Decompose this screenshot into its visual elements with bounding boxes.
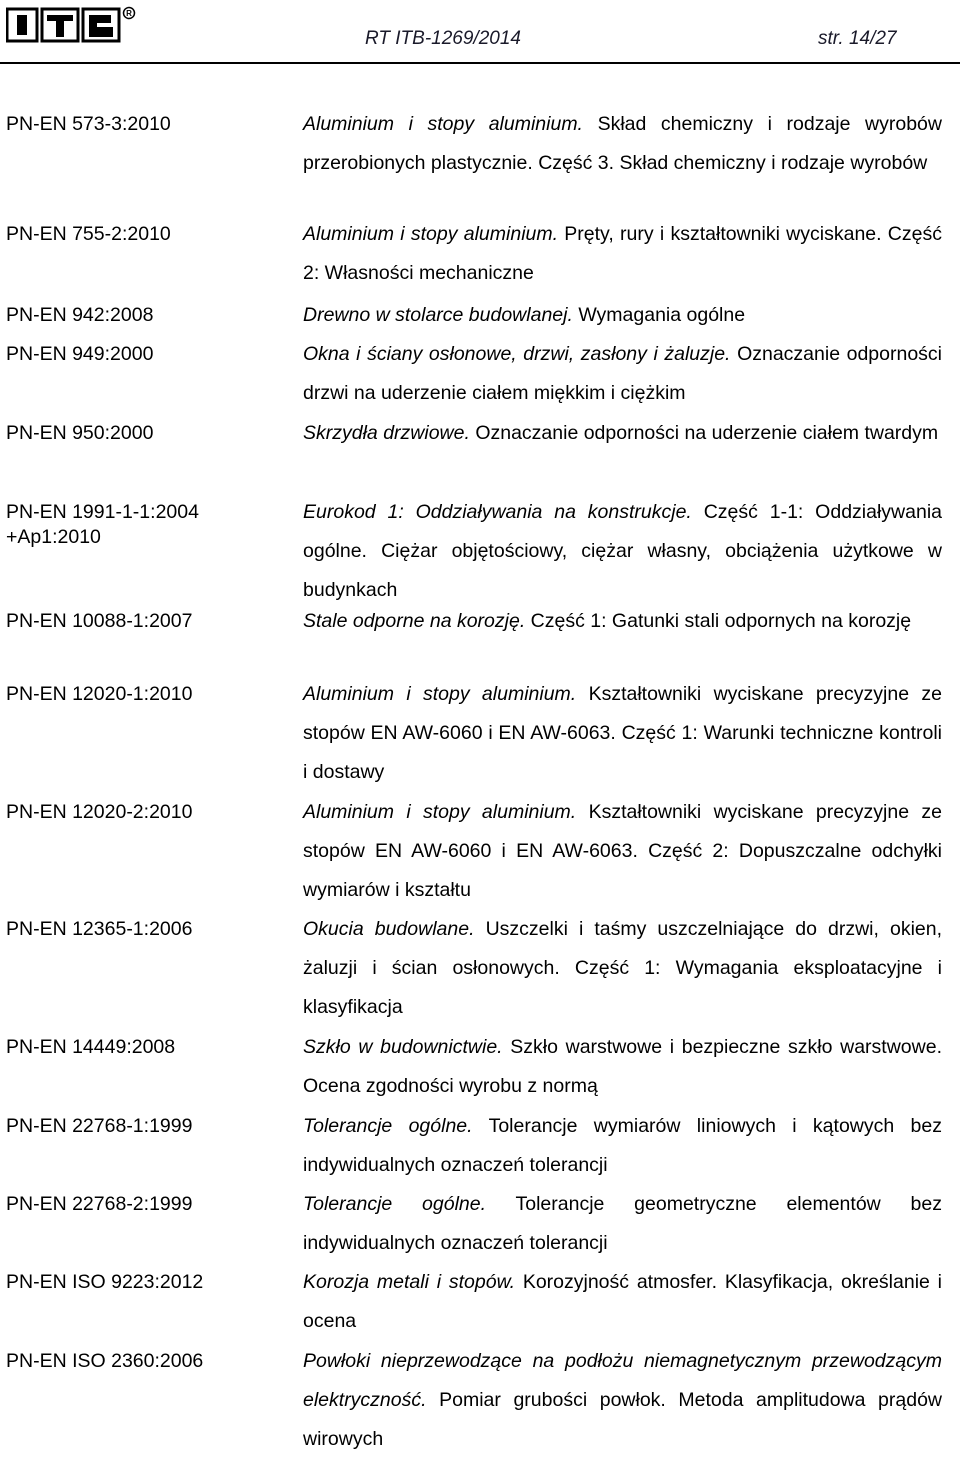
standard-title [303, 296, 942, 335]
standard-title [303, 1028, 942, 1106]
standard-title-rest: Korozyjność atmosfer. Klasyfikacja, określanie i ocena [303, 1271, 943, 1332]
standard-title-rest: Oznaczanie odporności drzwi na uderzenie ciałem miękkim i ciężkim [303, 343, 943, 404]
standard-title-lead: Korozja metali i stopów. [303, 1271, 515, 1293]
standard-title [303, 414, 942, 453]
standard-title-rest: Oznaczanie odporności na uderzenie ciałem twardym [475, 422, 939, 444]
standard-title [303, 215, 942, 293]
itb-logo [6, 6, 136, 44]
standard-title-lead: Stale odporne na korozję. [303, 610, 526, 632]
standard-title-rest: Uszczelki i taśmy uszczelniające do drzwi, okien, żaluzji i ścian osłonowych. Część 1: Wymagania eksploatacyjne i klasyfikacja [303, 918, 943, 1018]
standard-title [303, 105, 942, 183]
standard-code: PN-EN 950:2000 [6, 422, 154, 444]
standard-title-lead: Tolerancje ogólne. [303, 1193, 487, 1215]
document-reference: RT ITB-1269/2014 [365, 28, 521, 49]
standard-title-lead: Okna i ściany osłonowe, drzwi, zasłony i żaluzje. [303, 343, 731, 365]
standard-title-lead: Aluminium i stopy aluminium. [303, 801, 577, 823]
standard-code: PN-EN 12020-2:2010 [6, 801, 193, 823]
standard-code: PN-EN 755-2:2010 [6, 223, 171, 245]
standard-title [303, 1185, 942, 1263]
standard-code: PN-EN 12365-1:2006 [6, 918, 193, 940]
standard-title [303, 602, 942, 641]
standard-title-lead: Powłoki nieprzewodzące na podłożu niemagnetycznym przewodzącym elektryczność. [303, 1350, 942, 1411]
svg-text:R: R [126, 9, 132, 18]
standard-title [303, 1263, 942, 1341]
standard-title [303, 910, 942, 1026]
standard-title [303, 493, 942, 609]
standard-code: PN-EN 22768-2:1999 [6, 1193, 193, 1215]
standard-title-lead: Skrzydła drzwiowe. [303, 422, 470, 444]
standard-title-rest: Część 1-1: Oddziaływania ogólne. Ciężar objętościowy, ciężar własny, obciążenia użytkowe w budynkach [303, 501, 942, 601]
standard-code: PN-EN 573-3:2010 [6, 113, 171, 135]
standard-code: PN-EN 1991-1-1:2004 +Ap1:2010 [6, 501, 199, 548]
standard-title [303, 1342, 942, 1458]
standard-title-rest: Część 1: Gatunki stali odpornych na korozję [530, 610, 912, 632]
standard-title-rest: Szkło warstwowe i bezpieczne szkło warstwowe. Ocena zgodności wyrobu z normą [303, 1036, 942, 1097]
standard-code: PN-EN ISO 9223:2012 [6, 1271, 204, 1293]
standard-title [303, 1107, 942, 1185]
standard-code: PN-EN 949:2000 [6, 343, 154, 365]
standard-title-rest: Wymagania ogólne [578, 304, 746, 326]
standard-title-lead: Tolerancje ogólne. [303, 1115, 473, 1137]
standard-title-rest: Tolerancje geometryczne elementów bez indywidualnych oznaczeń tolerancji [303, 1193, 942, 1254]
standard-code: PN-EN 942:2008 [6, 304, 154, 326]
standard-code: PN-EN 22768-1:1999 [6, 1115, 193, 1137]
standard-title-lead: Szkło w budownictwie. [303, 1036, 503, 1058]
standard-title-rest: Kształtowniki wyciskane precyzyjne ze stopów EN AW-6060 i EN AW-6063. Część 2: Dopuszczalne odchyłki wymiarów i kształtu [303, 801, 942, 901]
standard-code: PN-EN 12020-1:2010 [6, 683, 193, 705]
standard-title-rest: Skład chemiczny i rodzaje wyrobów przerobionych plastycznie. Część 3. Skład chemiczny i rodzaje wyrobów [303, 113, 942, 174]
standard-code: PN-EN 10088-1:2007 [6, 610, 193, 632]
page-header [0, 0, 960, 65]
standard-title-lead: Aluminium i stopy aluminium. [303, 683, 577, 705]
standard-code: PN-EN 14449:2008 [6, 1036, 176, 1058]
standard-title-lead: Drewno w stolarce budowlanej. [303, 304, 573, 326]
standard-title [303, 675, 942, 791]
standard-title-lead: Aluminium i stopy aluminium. [303, 113, 583, 135]
standard-title-rest: Pręty, rury i kształtowniki wyciskane. Część 2: Własności mechaniczne [303, 223, 942, 284]
standard-title-lead: Okucia budowlane. [303, 918, 475, 940]
header-divider [0, 62, 960, 64]
standard-title [303, 335, 942, 413]
standard-title [303, 793, 942, 909]
standard-title-lead: Aluminium i stopy aluminium. [303, 223, 559, 245]
standard-title-rest: Kształtowniki wyciskane precyzyjne ze stopów EN AW-6060 i EN AW-6063. Część 1: Warunki techniczne kontroli i dostawy [303, 683, 942, 783]
standard-title-rest: Pomiar grubości powłok. Metoda amplitudowa prądów wirowych [303, 1388, 943, 1450]
standard-code: PN-EN ISO 2360:2006 [6, 1350, 204, 1372]
standard-title-rest: Tolerancje wymiarów liniowych i kątowych bez indywidualnych oznaczeń tolerancji [303, 1115, 942, 1176]
standard-title-lead: Eurokod 1: Oddziaływania na konstrukcje. [303, 501, 692, 523]
page-number: str. 14/27 [818, 28, 897, 49]
